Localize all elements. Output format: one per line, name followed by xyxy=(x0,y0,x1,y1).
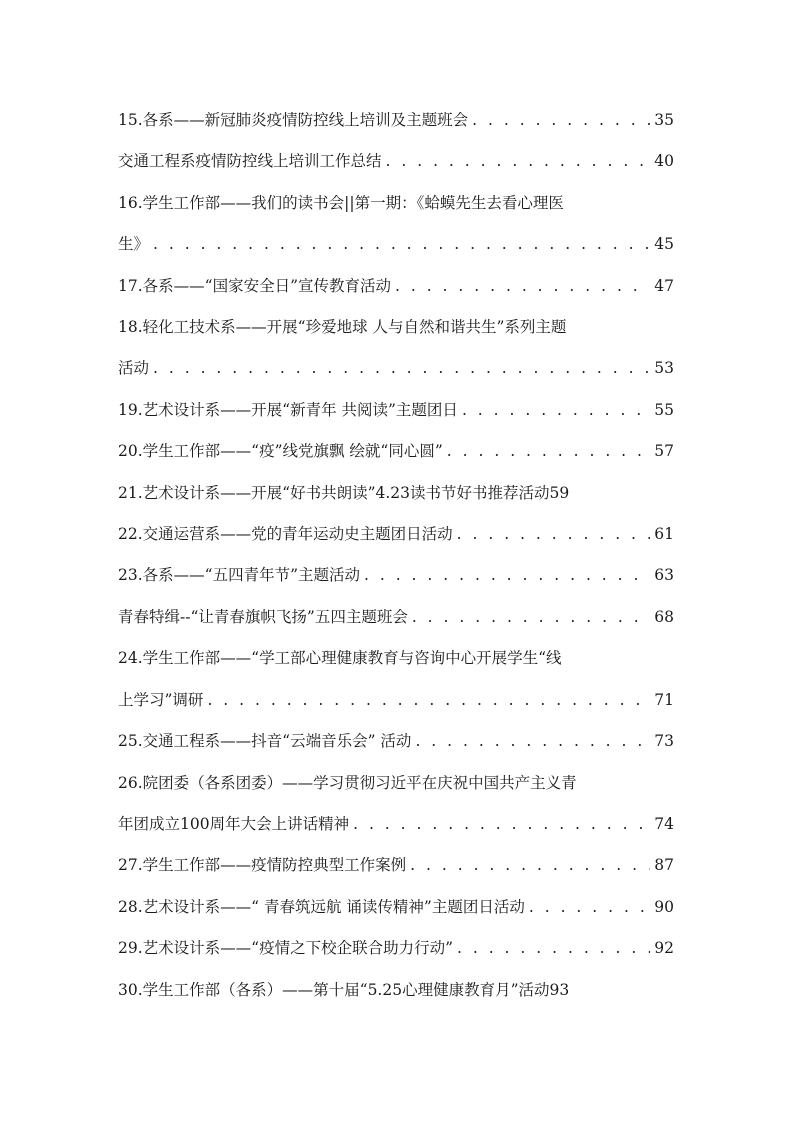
toc-page-number: 68 xyxy=(654,607,674,626)
toc-page-number: 73 xyxy=(654,732,674,751)
toc-entry-title-line1: 26.院团委（各系团委）——学习贯彻习近平在庆祝中国共产主义青 xyxy=(118,773,577,792)
toc-entry[interactable] xyxy=(118,970,674,1011)
toc-page-number: 90 xyxy=(654,897,674,916)
toc-entry-title-line1: 24.学生工作部——“学工部心理健康教育与咨询中心开展学生“线 xyxy=(118,649,562,668)
dot-leader xyxy=(364,555,650,596)
dot-leader xyxy=(395,266,650,307)
toc-entry[interactable] xyxy=(118,431,674,472)
toc-entry-title: 29.艺术设计系——“疫情之下校企联合助力行动” xyxy=(118,939,453,958)
toc-entry-title: 19.艺术设计系——开展“新青年 共阅读”主题团日 xyxy=(118,400,458,419)
dot-leader xyxy=(207,680,650,721)
dot-leader xyxy=(386,141,651,182)
dot-leader xyxy=(472,100,650,141)
toc-page-number: 71 xyxy=(654,690,674,709)
toc-entry[interactable] xyxy=(118,141,674,182)
toc-page-number: 61 xyxy=(654,525,674,544)
toc-page-number: 87 xyxy=(654,856,674,875)
toc-entry-title: 17.各系——“国家安全日”宣传教育活动 xyxy=(118,276,391,295)
dot-leader xyxy=(153,224,650,265)
dot-leader xyxy=(153,348,650,389)
dot-leader xyxy=(529,887,650,928)
toc-entry-title: 27.学生工作部——疫情防控典型工作案例 xyxy=(118,856,407,875)
dot-leader xyxy=(447,431,650,472)
dot-leader xyxy=(412,597,650,638)
toc-entry[interactable] xyxy=(118,928,674,969)
toc-entry-title-line2: 上学习”调研 xyxy=(118,690,204,709)
toc-entry[interactable] xyxy=(118,555,674,596)
toc-entry-title: 23.各系——“五四青年节”主题活动 xyxy=(118,566,360,585)
toc-entry[interactable] xyxy=(118,473,674,514)
toc-entry-title-line1: 16.学生工作部——我们的读书会||第一期：《蛤蟆先生去看心理医 xyxy=(118,193,564,212)
toc-entry[interactable] xyxy=(118,721,674,762)
toc-entry-title: 30.学生工作部（各系）——第十届“5.25心理健康教育月”活动 xyxy=(118,980,550,999)
toc-entry-title: 25.交通工程系——抖音“云端音乐会” 活动 xyxy=(118,732,412,751)
toc-entry[interactable] xyxy=(118,266,674,307)
toc-entry[interactable] xyxy=(118,597,674,638)
toc-entry-title: 21.艺术设计系——开展“好书共朗读”4.23读书节好书推荐活动 xyxy=(118,483,550,502)
toc-page-number: 93 xyxy=(549,980,570,999)
toc-page-number: 74 xyxy=(654,814,674,833)
toc-page-number: 59 xyxy=(549,483,570,502)
dot-leader xyxy=(462,390,650,431)
toc-page-number: 55 xyxy=(654,400,674,419)
toc-entry[interactable] xyxy=(118,307,674,390)
dot-leader xyxy=(457,928,650,969)
toc-entry-title: 青春特缉--“让青春旗帜飞扬”五四主题班会 xyxy=(118,607,408,626)
toc-entry-title-line1: 18.轻化工技术系——开展“珍爱地球 人与自然和谐共生”系列主题 xyxy=(118,318,567,337)
toc-entry-title: 20.学生工作部——“疫”线党旗飘 绘就“同心圆” xyxy=(118,442,443,461)
toc-page-number: 40 xyxy=(654,152,674,171)
toc-entry[interactable] xyxy=(118,390,674,431)
toc-page-number: 45 xyxy=(654,235,674,254)
toc-entry[interactable] xyxy=(118,514,674,555)
toc-entry[interactable] xyxy=(118,763,674,846)
toc-entry[interactable] xyxy=(118,638,674,721)
dot-leader xyxy=(353,804,650,845)
toc-entry[interactable] xyxy=(118,845,674,886)
table-of-contents xyxy=(118,100,674,1011)
toc-page-number: 47 xyxy=(654,276,674,295)
toc-entry-title-line2: 活动 xyxy=(118,359,150,378)
toc-entry[interactable] xyxy=(118,100,674,141)
toc-entry-title: 22.交通运营系——党的青年运动史主题团日活动 xyxy=(118,525,453,544)
dot-leader xyxy=(415,721,650,762)
toc-page-number: 35 xyxy=(654,111,674,129)
toc-page-number: 92 xyxy=(654,939,674,958)
toc-page-number: 57 xyxy=(654,442,674,461)
toc-entry-title-line2: 生》 xyxy=(118,235,150,254)
toc-page-number: 53 xyxy=(654,359,674,378)
toc-entry-title-line2: 年团成立100周年大会上讲话精神 xyxy=(118,814,350,833)
toc-page-number: 63 xyxy=(654,566,674,585)
toc-entry[interactable] xyxy=(118,183,674,266)
dot-leader xyxy=(457,514,651,555)
toc-entry-title: 交通工程系疫情防控线上培训工作总结 xyxy=(118,152,382,171)
toc-entry[interactable] xyxy=(118,887,674,928)
toc-entry-title: 28.艺术设计系——“ 青春筑远航 诵读传精神”主题团日活动 xyxy=(118,897,525,916)
dot-leader xyxy=(410,845,650,886)
toc-entry-title: 15.各系——新冠肺炎疫情防控线上培训及主题班会 xyxy=(118,111,469,129)
